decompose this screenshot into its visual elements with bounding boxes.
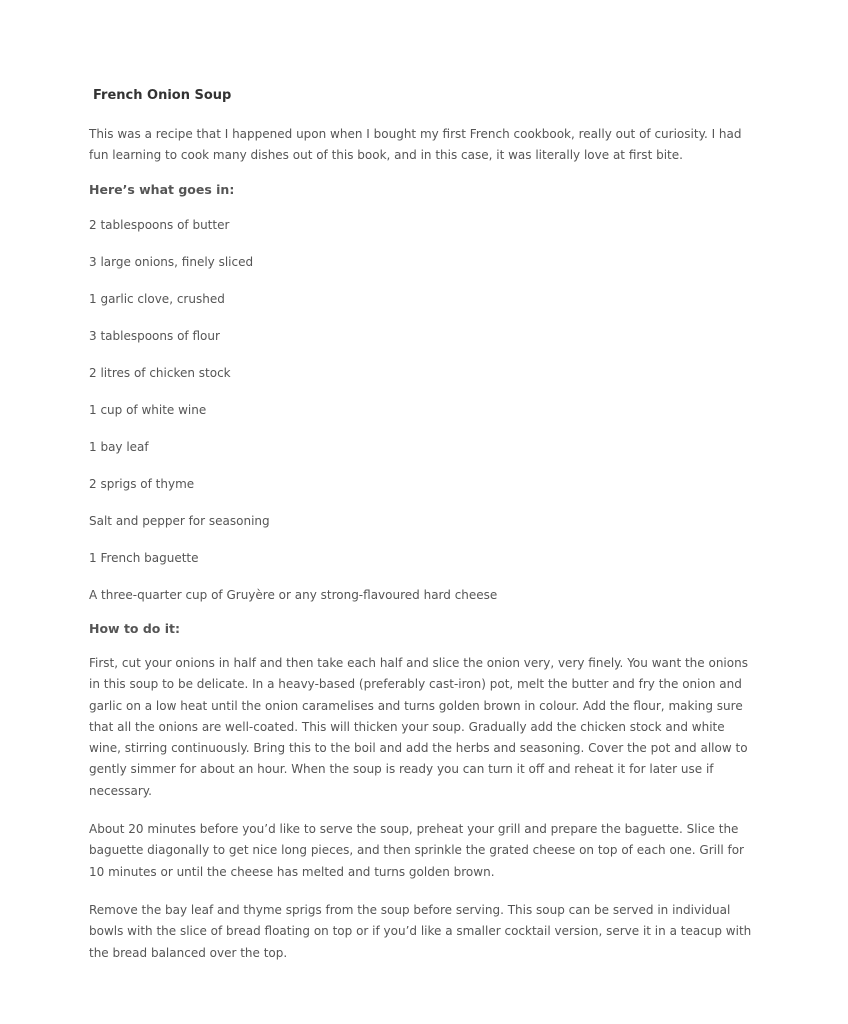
ingredient-item: 1 French baguette (89, 551, 199, 565)
method-paragraph: First, cut your onions in half and then take each half and slice the onion very, very finely. You want the onions in this soup to be delicate. In a heavy-based (preferably cast-iron) pot, melt the butter and fry the onion and garlic on a low heat until the onion caramelises and turns golden brown in colour. Add the flour, making sure that all the onions are well-coated. This will thicken your soup. Gradually add the chicken stock and white wine, stirring continuously. Bring this to the boil and add the herbs and seasoning. Cover the pot and allow to gently simmer for about an hour. When the soup is ready you can turn it off and reheat it for later use if necessary. (89, 656, 748, 798)
recipe-intro: This was a recipe that I happened upon when I bought my first French cookbook, really out of curiosity. I had fun learning to cook many dishes out of this book, and in this case, it was literally love at first bite. (89, 127, 742, 162)
recipe-title: French Onion Soup (93, 88, 232, 103)
ingredients-heading: Here’s what goes in: (89, 182, 235, 197)
ingredient-item: 2 litres of chicken stock (89, 366, 231, 380)
method-paragraph: About 20 minutes before you’d like to serve the soup, preheat your grill and prepare the baguette. Slice the baguette diagonally to get nice long pieces, and then sprinkle the grated cheese on top of each one. Grill for 10 minutes or until the cheese has melted and turns golden brown. (89, 822, 744, 879)
method-heading: How to do it: (89, 621, 181, 636)
ingredient-item: 1 garlic clove, crushed (89, 292, 225, 306)
ingredient-item: 1 bay leaf (89, 440, 149, 454)
method-section (89, 653, 757, 981)
ingredient-item: 1 cup of white wine (89, 403, 207, 417)
ingredient-item: Salt and pepper for seasoning (89, 514, 270, 528)
method-paragraph: Remove the bay leaf and thyme sprigs from the soup before serving. This soup can be served in individual bowls with the slice of bread floating on top or if you’d like a smaller cocktail version, serve it in a teacup with the bread balanced over the top. (89, 902, 752, 960)
ingredients-list (89, 216, 497, 623)
ingredient-item: 3 large onions, finely sliced (89, 255, 254, 269)
ingredient-item: 2 sprigs of thyme (89, 477, 195, 491)
ingredient-item: 2 tablespoons of butter (89, 218, 230, 232)
ingredient-item: 3 tablespoons of flour (89, 329, 220, 343)
ingredient-item: A three-quarter cup of Gruyère or any strong-flavoured hard cheese (89, 588, 498, 602)
